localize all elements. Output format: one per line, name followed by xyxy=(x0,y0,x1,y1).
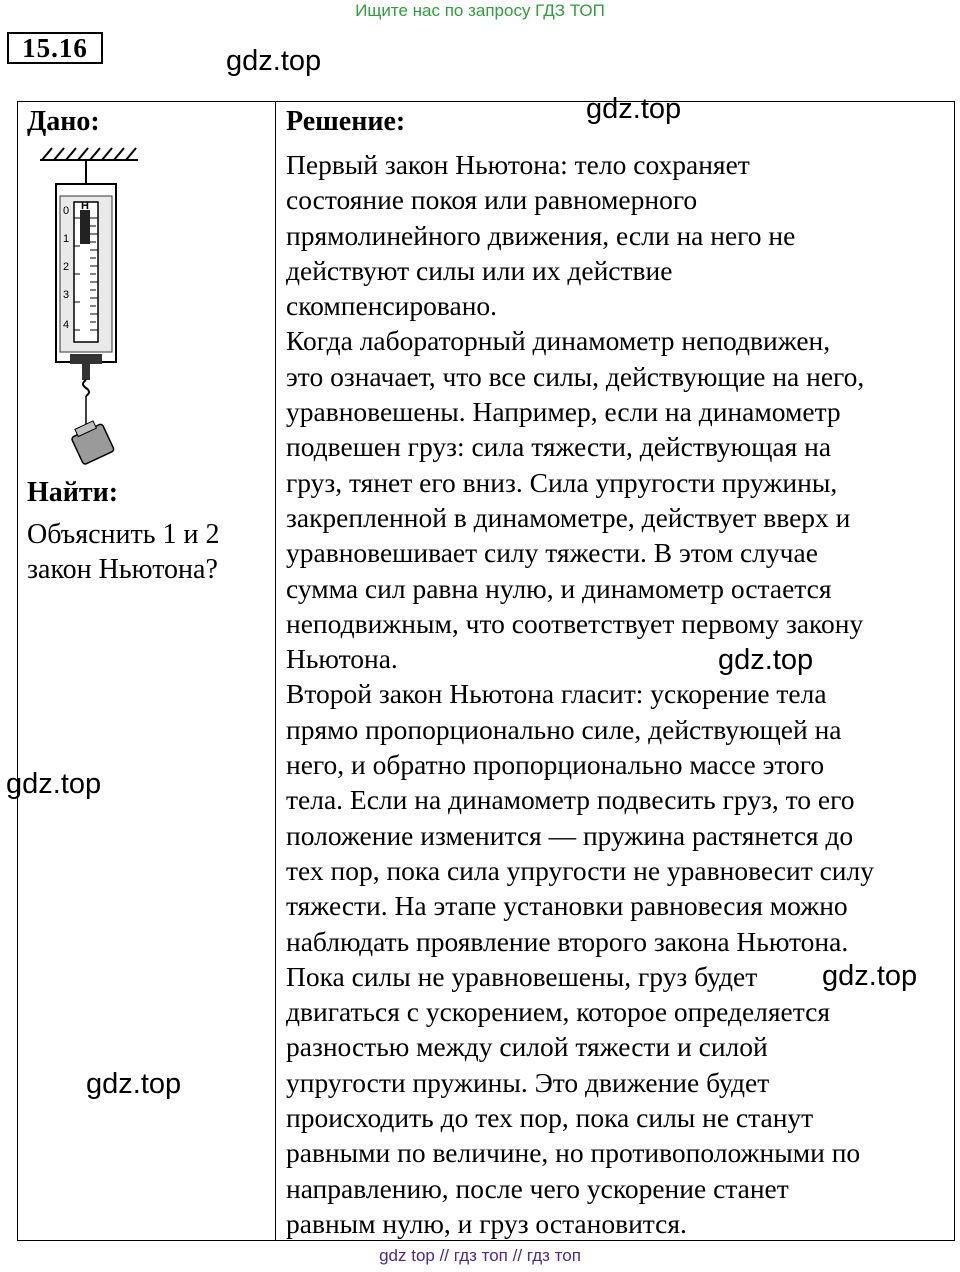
solution-line: состояние покоя или равномерного xyxy=(286,184,698,216)
watermark: gdz.top xyxy=(718,644,814,676)
solution-line: неподвижным, что соответствует первому закону xyxy=(286,607,864,639)
indicator-bar xyxy=(80,210,90,244)
solution-line: положение изменится — пружина растянется до xyxy=(286,819,854,851)
watermark: gdz.top xyxy=(86,1068,182,1100)
solution-line: равным нулю, и груз остановится. xyxy=(286,1207,687,1239)
scale-number: 3 xyxy=(63,289,70,301)
solution-line: груз, тянет его вниз. Сила упругости пружины, xyxy=(286,466,838,498)
solution-line: скомпенсировано. xyxy=(286,290,498,322)
ceiling-hatch xyxy=(40,148,138,160)
solution-title: Решение: xyxy=(286,106,406,137)
solution-line: прямолинейного движения, если на него не xyxy=(286,219,796,251)
solution-line: это означает, что все силы, действующие на него, xyxy=(286,360,865,392)
solution-line: Второй закон Ньютона гласит: ускорение тела xyxy=(286,678,827,710)
scale-number: 4 xyxy=(63,319,70,331)
find-title: Найти: xyxy=(27,477,119,508)
solution-line: упругости пружины. Это движение будет xyxy=(286,1066,770,1098)
solution-line: тяжести. На этапе установки равновесия можно xyxy=(286,890,848,922)
solution-line: тела. Если на динамометр подвесить груз, то его xyxy=(286,784,855,816)
solution-line: закрепленной в динамометре, действует вверх и xyxy=(286,501,851,533)
given-title: Дано: xyxy=(27,106,100,137)
top-banner[interactable]: Ищите нас по запросу ГДЗ ТОП xyxy=(355,1,605,20)
solution-line: действуют силы или их действие xyxy=(286,254,673,286)
solution-line: наблюдать проявление второго закона Ньютона. xyxy=(286,925,849,957)
solution-line: происходить до тех пор, пока силы не станут xyxy=(286,1102,814,1134)
solution-line: сумма сил равна нулю, и динамометр остается xyxy=(286,572,832,604)
watermark: gdz.top xyxy=(822,960,918,992)
bottom-banner[interactable]: gdz top // гдз топ // гдз топ xyxy=(379,1246,581,1265)
find-line: закон Ньютона? xyxy=(27,554,218,585)
solution-line: разностью между силой тяжести и силой xyxy=(286,1031,768,1063)
solution-line: Когда лабораторный динамометр неподвижен, xyxy=(286,325,831,357)
scale-number: 2 xyxy=(63,261,70,273)
solution-line: Первый закон Ньютона: тело сохраняет xyxy=(286,149,750,180)
problem-number: 15.16 xyxy=(7,32,103,64)
solution-line: него, и обратно пропорционально массе этого xyxy=(286,749,825,781)
dynamometer-figure xyxy=(36,140,146,470)
solution-line: прямо пропорционально силе, действующей на xyxy=(286,713,842,745)
scale-number: 1 xyxy=(63,233,70,245)
solution-line: равными по величине, но противоположными по xyxy=(286,1137,861,1169)
solution-line: уравновешены. Например, если на динамометр xyxy=(286,396,841,428)
table-divider xyxy=(275,101,276,1241)
solution-text xyxy=(286,147,951,1241)
scale-number: 0 xyxy=(63,205,70,217)
find-text xyxy=(27,517,267,587)
solution-line: тех пор, пока сила упругости не уравновесит силу xyxy=(286,854,875,886)
watermark: gdz.top xyxy=(586,93,682,125)
solution-line: направлению, после чего ускорение станет xyxy=(286,1172,789,1204)
weight xyxy=(69,418,115,465)
solution-line: Ньютона. xyxy=(286,643,398,675)
scale-unit: Н xyxy=(81,200,89,212)
solution-line: подвешен груз: сила тяжести, действующая на xyxy=(286,431,832,463)
solution-line: уравновешивает силу тяжести. В этом случае xyxy=(286,537,818,569)
find-line: Объяснить 1 и 2 xyxy=(27,519,220,550)
solution-line: двигаться с ускорением, которое определяется xyxy=(286,996,830,1028)
watermark: gdz.top xyxy=(226,45,322,77)
solution-line: Пока силы не уравновешены, груз будет xyxy=(286,960,758,992)
watermark: gdz.top xyxy=(6,768,102,800)
